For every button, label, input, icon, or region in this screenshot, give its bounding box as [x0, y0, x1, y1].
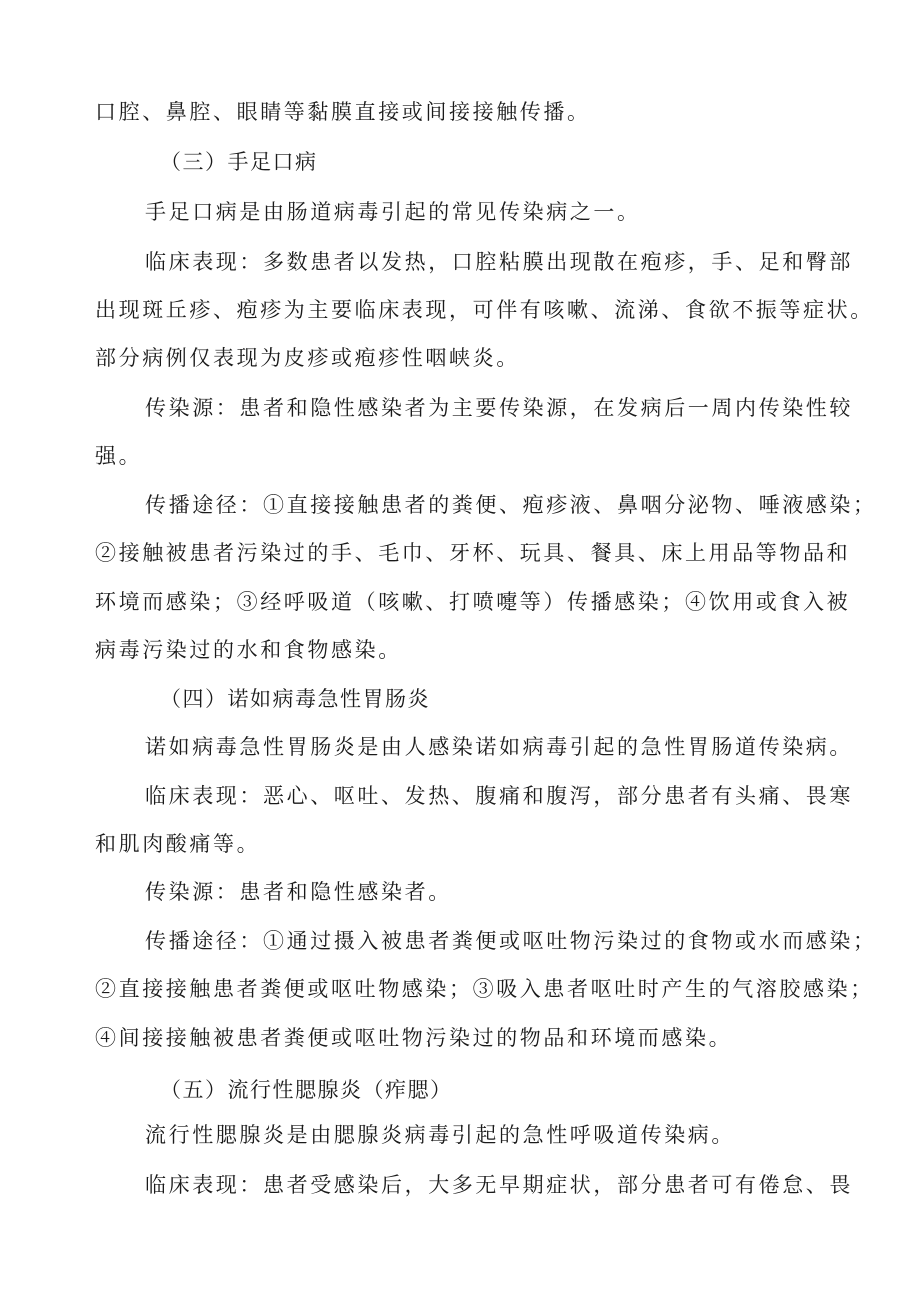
paragraph-line: 传染源：患者和隐性感染者为主要传染源，在发病后一周内传染性较	[145, 396, 853, 420]
section-heading-5: （五）流行性腮腺炎（痄腮）	[160, 1078, 453, 1102]
paragraph-line: 环境而感染；③经呼吸道（咳嗽、打喷嚏等）传播感染；④饮用或食入被	[95, 590, 851, 614]
paragraph-continuation: 口腔、鼻腔、眼睛等黏膜直接或间接接触传播。	[95, 100, 591, 124]
paragraph-line: 病毒污染过的水和食物感染。	[95, 638, 402, 662]
paragraph-line: 临床表现：患者受感染后，大多无早期症状，部分患者可有倦怠、畏	[145, 1173, 853, 1197]
paragraph-line: 传播途径：①直接接触患者的粪便、疱疹液、鼻咽分泌物、唾液感染；	[145, 493, 877, 517]
section-heading-3: （三）手足口病	[160, 150, 318, 174]
paragraph-line: 传染源：患者和隐性感染者。	[145, 880, 452, 904]
paragraph-line: 出现斑丘疹、疱疹为主要临床表现，可伴有咳嗽、流涕、食欲不振等症状。	[95, 298, 874, 322]
paragraph-line: 手足口病是由肠道病毒引起的常见传染病之一。	[145, 200, 641, 224]
paragraph-line: 临床表现：恶心、呕吐、发热、腹痛和腹泻，部分患者有头痛、畏寒	[145, 784, 853, 808]
paragraph-line: ②直接接触患者粪便或呕吐物感染；③吸入患者呕吐时产生的气溶胶感染；	[95, 977, 874, 1001]
section-heading-4: （四）诺如病毒急性胃肠炎	[160, 687, 430, 711]
paragraph-line: 部分病例仅表现为皮疹或疱疹性咽峡炎。	[95, 346, 520, 370]
paragraph-line: 传播途径：①通过摄入被患者粪便或呕吐物污染过的食物或水而感染；	[145, 929, 877, 953]
paragraph-line: 流行性腮腺炎是由腮腺炎病毒引起的急性呼吸道传染病。	[145, 1123, 735, 1147]
paragraph-line: ②接触被患者污染过的手、毛巾、牙杯、玩具、餐具、床上用品等物品和	[95, 541, 851, 565]
paragraph-line: 和肌肉酸痛等。	[95, 832, 261, 856]
paragraph-line: 诺如病毒急性胃肠炎是由人感染诺如病毒引起的急性胃肠道传染病。	[145, 735, 853, 759]
paragraph-line: ④间接接触被患者粪便或呕吐物污染过的物品和环境而感染。	[95, 1026, 733, 1050]
paragraph-line: 强。	[95, 444, 143, 468]
paragraph-line: 临床表现：多数患者以发热，口腔粘膜出现散在疱疹，手、足和臀部	[145, 250, 853, 274]
